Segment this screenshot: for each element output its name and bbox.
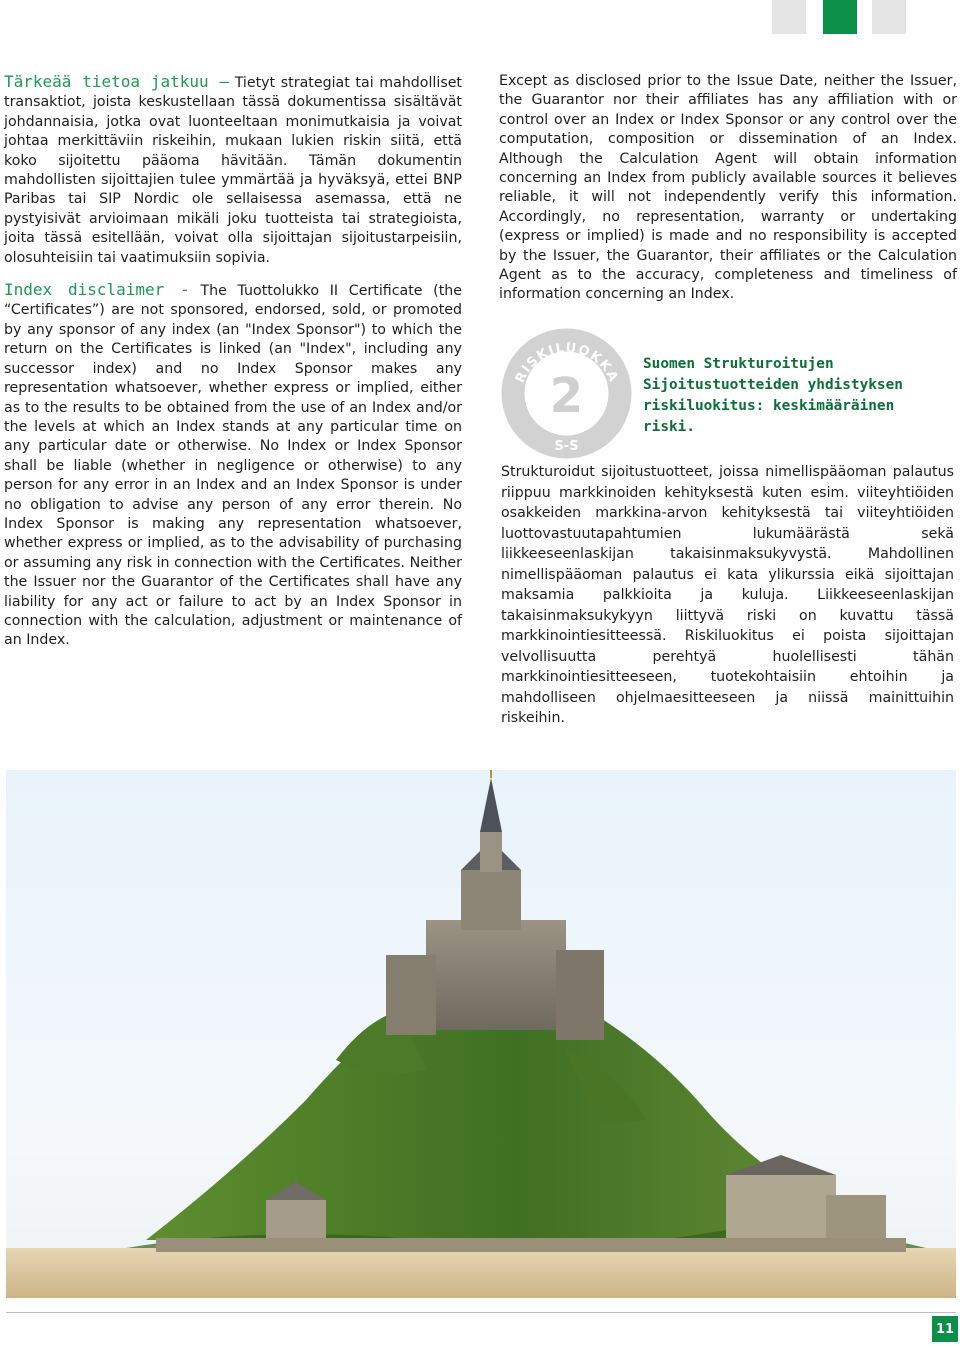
index-disclaimer-lead: Index disclaimer - [4,280,190,300]
index-affiliation-paragraph: Except as disclosed prior to the Issue Date, neither the Issuer, the Guarantor nor their affiliates has any affiliation with or control over an Index or Index Sponsor or any control over the computation, composition or dissemination of an Index. Although the Calculation Agent will obtain information concerning an Index from publicly available sources it believes reliable, it will not independently verify this information. Accordingly, no representation, warranty or undertaking (express or implied) is made and no responsibility is accepted by the Issuer, the Guarantor, their affiliates or the Calculation Agent as to the accuracy, completeness and timeliness of information concerning an Index. [499,73,957,303]
badge-label: RISKILUOKKA [512,340,622,386]
page-number: 11 [932,1316,958,1342]
risk-heading-line-3: riskiluokitus: keskimääräinen riski. [643,398,895,435]
header-green-square [823,0,857,34]
important-info-body: Tietyt strategiat tai mahdolliset transaktiot, joista keskustellaan tässä dokumentissa sisältävät johdannaisia, jotka ovat luonteeltaan monimutkaisia ja voivat johtaa merkittäviin riskeihin, mukaan lukien riskin siitä, että koko sijoitettu pääoma hävitään. Tämän dokumentin mahdollisten sijoittajien tulee ymmärtää ja hyväksyä, ettei BNP Paribas tai SIP Nordic ole sellaisessa asemassa, että ne pystyisivät arvioimaan mikäli joku tuotteista tai strategioista, joita tässä esitellään, voivat olla sijoittajan sijoitustarpeisiin, olosuhteisiin tai vaatimuksiin sopivia. [4,75,462,266]
risk-class-badge-icon [499,326,634,461]
index-disclaimer-paragraph [4,280,462,651]
left-column [4,72,462,651]
important-info-lead: Tärkeää tietoa jatkuu – [4,72,230,91]
badge-sub: S-S [554,439,579,454]
important-info-paragraph [4,72,462,268]
risk-heading-line-2: Sijoitustuotteiden yhdistyksen [643,377,903,393]
right-column [499,72,957,305]
badge-number: 2 [549,368,584,424]
risk-class-heading [643,354,943,438]
risk-class-description [501,462,954,729]
header-grey-square-right [872,0,906,34]
risk-heading-line-1: Suomen Strukturoitujen [643,356,834,372]
index-disclaimer-body: The Tuottolukko II Certificate (the “Certificates”) are not sponsored, endorsed, sold, or promoted by any sponsor of any index (an "Index Sponsor") to which the return on the Certificates is linked (an "Index", including any successor index) and no Index Sponsor makes any representation whatsoever, whether express or implied, either as to the results to be obtained from the use of an Index and/or the levels at which an Index stands at any particular time on any particular date or otherwise. No Index or Index Sponsor shall be liable (whether in negligence or otherwise) to any person for any error in an Index and an Index Sponsor is under no obligation to advise any person of any error therein. No Index Sponsor is making any representation whatsoever, whether express or implied, as to the advisability of purchasing or assuming any risk in connection with the Certificates. Neither the Issuer nor the Guarantor of the Certificates shall have any liability for any act or failure to act by an Index Sponsor in connection with the calculation, adjustment or maintenance of an Index. [4,283,463,649]
mont-saint-michel-photo [6,770,956,1298]
footer-rule [6,1312,956,1313]
risk-description-text: Strukturoidut sijoitustuotteet, joissa nimellispääoman palautus riippuu markkinoiden kehityksestä kuten esim. viiteyhtiöiden osakkeiden markkina-arvon kehityksestä tai viiteyhtiöiden luottovastuutapahtumien lukumäärästä sekä liikkeeseenlaskijan takaisinmaksukyvystä. Mahdollinen nimellispääoman palautus ei kata ylikurssia eikä sijoittajan maksamia palkkioita ja kuluja. Liikkeeseenlaskijan takaisinmaksukykyyn liittyvä riski on kuvattu tässä markkinointiesitteessä. Riskiluokitus ei poista sijoittajan velvollisuutta perehtyä huolellisesti tähän markkinointiesitteeseen, tuotekohtaisiin ehtoihin ja mahdolliseen ohjelmaesitteeseen ja niissä mainittuihin riskeihin. [501,464,954,726]
header-grey-square-left [772,0,806,34]
